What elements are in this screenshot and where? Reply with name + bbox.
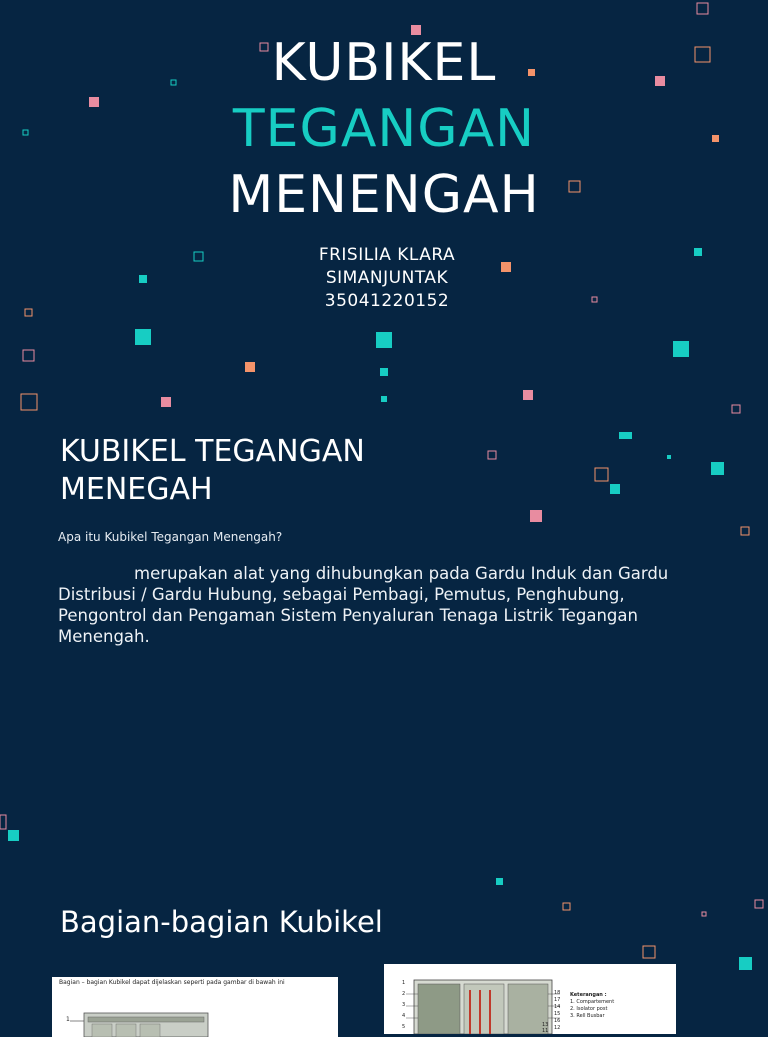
callout-number: 4 xyxy=(402,1013,406,1019)
title-line-3: MENENGAH xyxy=(228,165,540,225)
author-name-line-1: FRISILIA KLARA xyxy=(318,245,456,265)
callout-number: 14 xyxy=(554,1004,561,1010)
author-block xyxy=(0,244,768,313)
callout-number: 2 xyxy=(402,991,406,997)
left-image-caption: Bagian – bagian Kubikel dapat dijelaskan seperti pada gambar di bawah ini xyxy=(59,979,285,986)
callout-number: 15 xyxy=(554,1011,561,1017)
legend-item: 1. Compartement xyxy=(570,999,615,1005)
callout-number: 5 xyxy=(402,1024,406,1030)
callout-number: 3 xyxy=(402,1002,406,1008)
cubicle-drawing-left xyxy=(52,977,338,1037)
slide3-heading: Bagian-bagian Kubikel xyxy=(60,905,383,939)
legend-item: 2. Isolator post xyxy=(570,1006,608,1012)
slide2-heading xyxy=(60,433,460,509)
slide2-question: Apa itu Kubikel Tegangan Menengah? xyxy=(58,530,283,544)
left-image-callout-1: 1 xyxy=(66,1016,70,1023)
right-image-legend xyxy=(570,992,614,1020)
title-slide xyxy=(0,30,768,228)
callout-number: 18 xyxy=(554,990,561,996)
author-id: 35041220152 xyxy=(324,291,450,311)
legend-item: 3. Rell Busbar xyxy=(570,1013,605,1019)
callout-number: 13 xyxy=(542,1022,549,1028)
cubicle-parts-image-left xyxy=(52,977,338,1037)
callout-number: 1 xyxy=(402,980,406,986)
slide2-heading-line-1: KUBIKEL TEGANGAN xyxy=(60,434,365,469)
slide2-heading-line-2: MENEGAH xyxy=(60,472,213,507)
callout-number: 17 xyxy=(554,997,561,1003)
title-line-1: KUBIKEL xyxy=(271,33,497,93)
legend-title: Keterangan : xyxy=(570,992,607,998)
title-line-2: TEGANGAN xyxy=(232,99,536,159)
author-name-line-2: SIMANJUNTAK xyxy=(325,268,449,288)
callout-number: 11 xyxy=(542,1028,549,1034)
callout-number: 12 xyxy=(554,1025,561,1031)
slide2-body-text: merupakan alat yang dihubungkan pada Gardu Induk dan Gardu Distribusi / Gardu Hubung, sebagai Pembagi, Pemutus, Penghubung, Pengontrol dan Pengaman Sistem Penyaluran Tenaga Listrik Tegangan Menengah. xyxy=(58,564,669,646)
callout-number: 16 xyxy=(554,1018,561,1024)
